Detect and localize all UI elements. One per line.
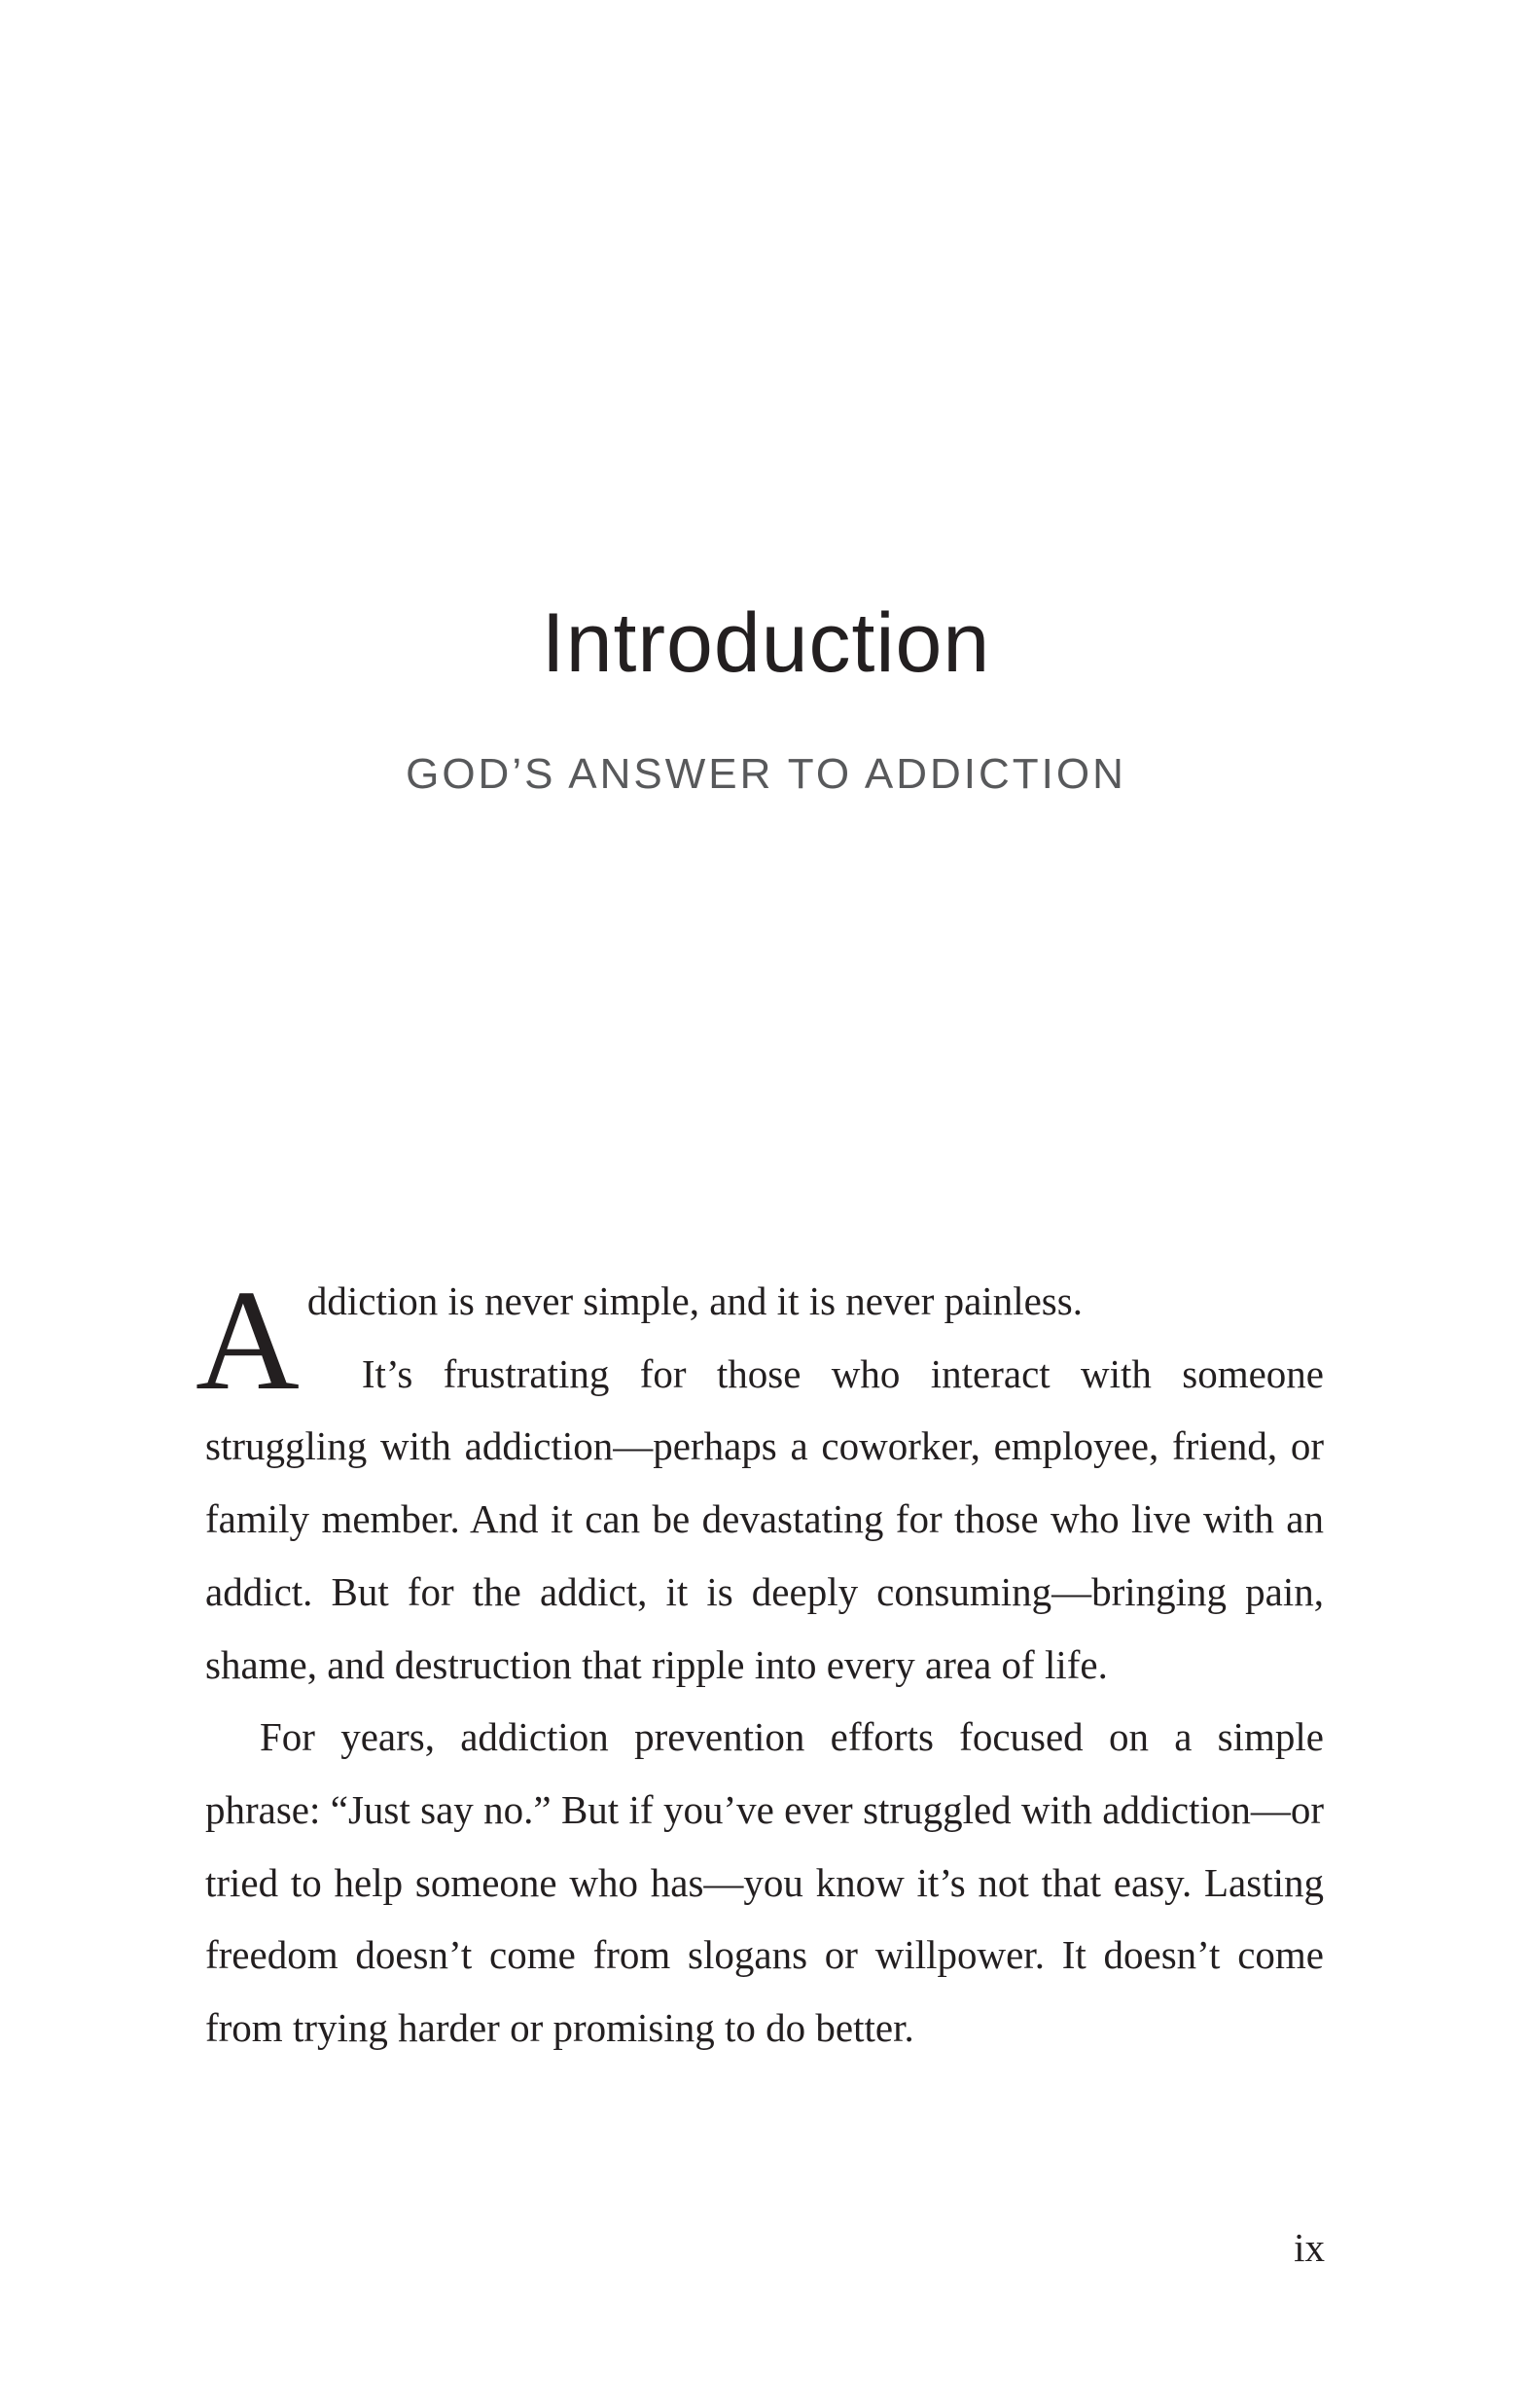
chapter-subtitle: GOD’S ANSWER TO ADDICTION: [406, 750, 1126, 798]
paragraph-2: For years, addiction prevention efforts focused on a simple phrase: “Just say no.” But if you’ve ever struggled with addiction—or tried to help someone who has—you know it’s not that easy. Lasting freedom doesn’t come from slogans or willpower. It doesn’t come from trying harder or promising to do better.: [205, 1714, 1324, 2051]
body-text: [196, 1261, 1324, 2065]
chapter-title: Introduction: [541, 596, 991, 690]
drop-cap: A: [196, 1261, 300, 1420]
paragraph-1-continued: It’s frustrating for those who interact with someone struggling with addiction—perhaps a coworker, employee, friend, or family member. And it can be devastating for those who live with an addict. But for the addict, it is deeply consuming—bringing pain, shame, and destruction that ripple into every area of life.: [205, 1350, 1324, 1687]
opening-line: ddiction is never simple, and it is never painless.: [306, 1278, 1083, 1323]
page-number: ix: [1294, 2225, 1325, 2270]
